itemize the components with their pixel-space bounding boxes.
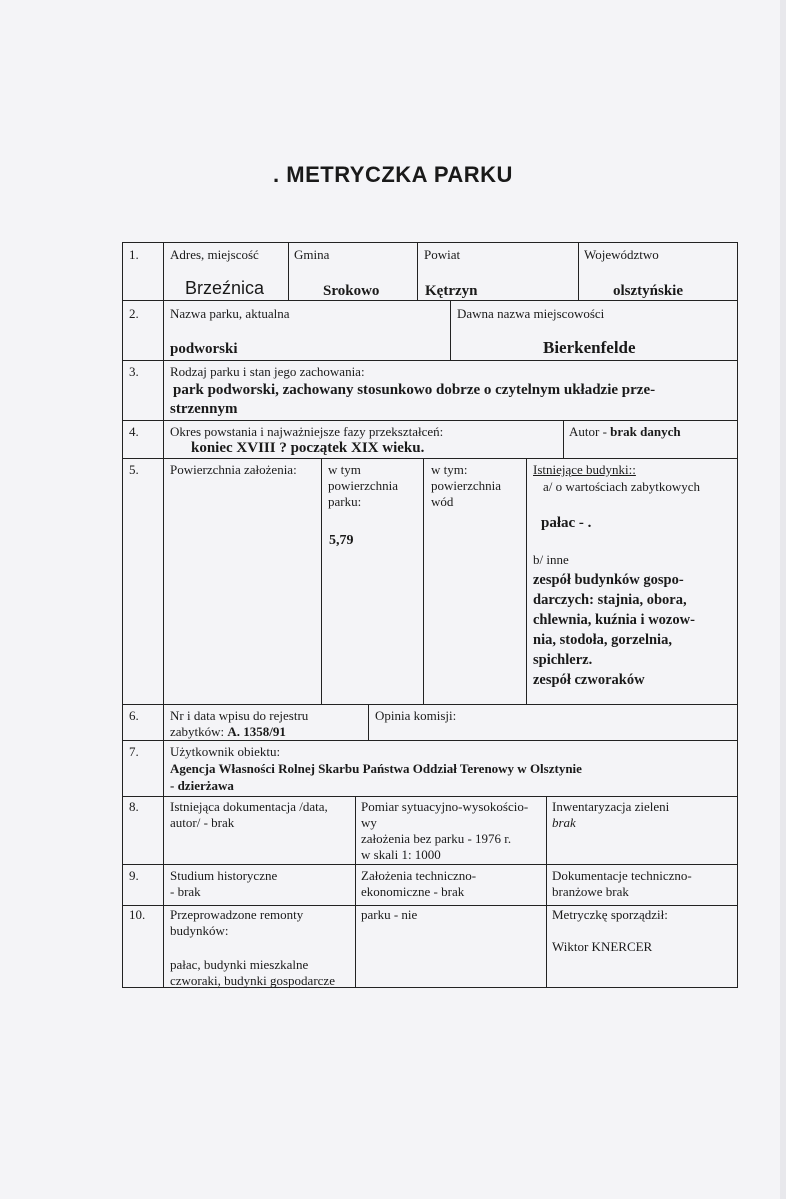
old-name-value: Bierkenfelde xyxy=(543,338,636,357)
park-area-label-line: powierzchnia xyxy=(328,478,399,493)
park-type-label: Rodzaj parku i stan jego zachowania: xyxy=(170,364,365,379)
repairs-line: Przeprowadzone remonty xyxy=(170,907,304,922)
author-label: Autor - xyxy=(569,424,607,439)
col-divider xyxy=(563,420,564,458)
park-form-table xyxy=(122,242,738,988)
powiat-value: Kętrzyn xyxy=(425,283,478,299)
other-buildings-line: darczych: stajnia, obora, xyxy=(533,592,687,608)
row-number: 2. xyxy=(129,306,139,321)
repairs-line: budynków: xyxy=(170,923,229,938)
register-entry xyxy=(170,724,286,740)
old-name-label: Dawna nazwa miejscowości xyxy=(457,306,605,321)
voivodeship-label: Województwo xyxy=(584,247,659,262)
documentation-line: autor/ - brak xyxy=(170,815,235,830)
row-number: 7. xyxy=(129,744,139,759)
number-column-divider xyxy=(163,243,164,987)
survey-line: Pomiar sytuacyjno-wysokościo- xyxy=(361,799,529,814)
repairs-value-line: pałac, budynki mieszkalne xyxy=(170,957,309,972)
user-value-line1: Agencja Własności Rolnej Skarbu Państwa Oddział Terenowy w Olsztynie xyxy=(170,761,582,776)
gmina-label: Gmina xyxy=(294,247,330,262)
prepared-by-label: Metryczkę sporządził: xyxy=(552,907,668,922)
row-number: 6. xyxy=(129,708,139,723)
survey-line: w skali 1: 1000 xyxy=(361,847,441,862)
park-area-value: 5,79 xyxy=(329,533,354,548)
page-title: . METRYCZKA PARKU xyxy=(273,162,513,187)
technical-documentation-line: branżowe brak xyxy=(552,884,629,899)
row-number: 10. xyxy=(129,907,146,922)
row-divider xyxy=(123,864,737,865)
powiat-label: Powiat xyxy=(424,247,461,262)
park-area-label-line: parku: xyxy=(328,494,362,509)
repairs-label xyxy=(170,907,303,939)
row-number: 1. xyxy=(129,247,139,262)
other-buildings-line: chlewnia, kuźnia i wozow- xyxy=(533,612,695,628)
park-type-value-line1: park podworski, zachowany stosunkowo dobrze o czytelnym układzie prze- xyxy=(173,382,656,398)
origin-value: koniec XVIII ? początek XIX wieku. xyxy=(191,440,425,456)
water-area-label xyxy=(431,462,501,510)
technical-economic-line: ekonomiczne - brak xyxy=(361,884,465,899)
survey-line: założenia bez parku - 1976 r. xyxy=(361,831,512,846)
other-buildings-line: zespół czworaków xyxy=(533,672,645,688)
survey-line: wy xyxy=(361,815,377,830)
row-divider xyxy=(123,796,737,797)
technical-documentation xyxy=(552,868,692,900)
row-number: 3. xyxy=(129,364,139,379)
col-divider xyxy=(355,796,356,987)
historic-buildings-label: a/ o wartościach zabytkowych xyxy=(543,479,701,494)
user-label: Użytkownik obiektu: xyxy=(170,744,281,759)
user-value-line2: - dzierżawa xyxy=(170,778,234,793)
other-buildings-line: spichlerz. xyxy=(533,652,593,668)
opinion-label: Opinia komisji: xyxy=(375,708,457,723)
technical-documentation-line: Dokumentacje techniczno- xyxy=(552,868,692,883)
row-divider xyxy=(123,420,737,421)
register-label: Nr i data wpisu do rejestru xyxy=(170,708,309,723)
register-sub-label: zabytków: xyxy=(170,724,225,739)
row-divider xyxy=(123,740,737,741)
repairs-value xyxy=(170,957,335,989)
documentation-label xyxy=(170,799,328,831)
repairs-value-line: czworaki, budynki gospodarcze xyxy=(170,973,335,988)
historical-study-line: Studium historyczne xyxy=(170,868,278,883)
park-type-value-line2: strzennym xyxy=(170,401,238,417)
row-divider xyxy=(123,905,737,906)
row-divider xyxy=(123,704,737,705)
park-area-label-line: w tym xyxy=(328,462,361,477)
col-divider xyxy=(368,704,369,740)
park-area-label xyxy=(328,462,398,510)
water-area-label-line: w tym: xyxy=(431,462,468,477)
historical-study xyxy=(170,868,277,900)
col-divider xyxy=(526,458,527,704)
technical-economic-line: Założenia techniczno- xyxy=(361,868,477,883)
row-number: 8. xyxy=(129,799,139,814)
gmina-value: Srokowo xyxy=(323,283,380,299)
row-divider xyxy=(123,458,737,459)
row-number: 5. xyxy=(129,462,139,477)
park-name-label: Nazwa parku, aktualna xyxy=(170,306,290,321)
col-divider xyxy=(321,458,322,704)
greenery-inventory-label: Inwentaryzacja zieleni xyxy=(552,799,670,814)
register-value: A. 1358/91 xyxy=(227,724,286,739)
park-repairs: parku - nie xyxy=(361,907,418,922)
prepared-by-value: Wiktor KNERCER xyxy=(552,939,653,954)
other-buildings-value xyxy=(533,570,736,690)
author-value: brak danych xyxy=(610,424,681,439)
author-field xyxy=(569,424,681,440)
row-divider xyxy=(123,360,737,361)
area-label: Powierzchnia założenia: xyxy=(170,462,297,477)
greenery-inventory-value: brak xyxy=(552,815,576,830)
col-divider xyxy=(288,243,289,300)
other-buildings-line: nia, stodoła, gorzelnia, xyxy=(533,632,672,648)
documentation-line: Istniejąca dokumentacja /data, xyxy=(170,799,328,814)
row-number: 9. xyxy=(129,868,139,883)
historical-study-line: - brak xyxy=(170,884,201,899)
col-divider xyxy=(423,458,424,704)
col-divider xyxy=(546,796,547,987)
technical-economic xyxy=(361,868,476,900)
survey-label xyxy=(361,799,528,863)
water-area-label-line: wód xyxy=(431,494,454,509)
other-buildings-label: b/ inne xyxy=(533,552,569,567)
buildings-label: Istniejące budynki:: xyxy=(533,462,636,477)
origin-label: Okres powstania i najważniejsze fazy przekształceń: xyxy=(170,424,444,439)
historic-buildings-value: pałac - . xyxy=(541,515,592,531)
address-value: Brzeźnica xyxy=(185,278,265,298)
col-divider xyxy=(578,243,579,300)
park-name-value: podworski xyxy=(170,341,238,357)
col-divider xyxy=(450,300,451,360)
address-label: Adres, miejscość xyxy=(170,247,259,262)
row-number: 4. xyxy=(129,424,139,439)
col-divider xyxy=(417,243,418,300)
other-buildings-line: zespół budynków gospo- xyxy=(533,572,684,588)
voivodeship-value: olsztyńskie xyxy=(613,283,684,299)
water-area-label-line: powierzchnia xyxy=(431,478,502,493)
row-divider xyxy=(123,300,737,301)
